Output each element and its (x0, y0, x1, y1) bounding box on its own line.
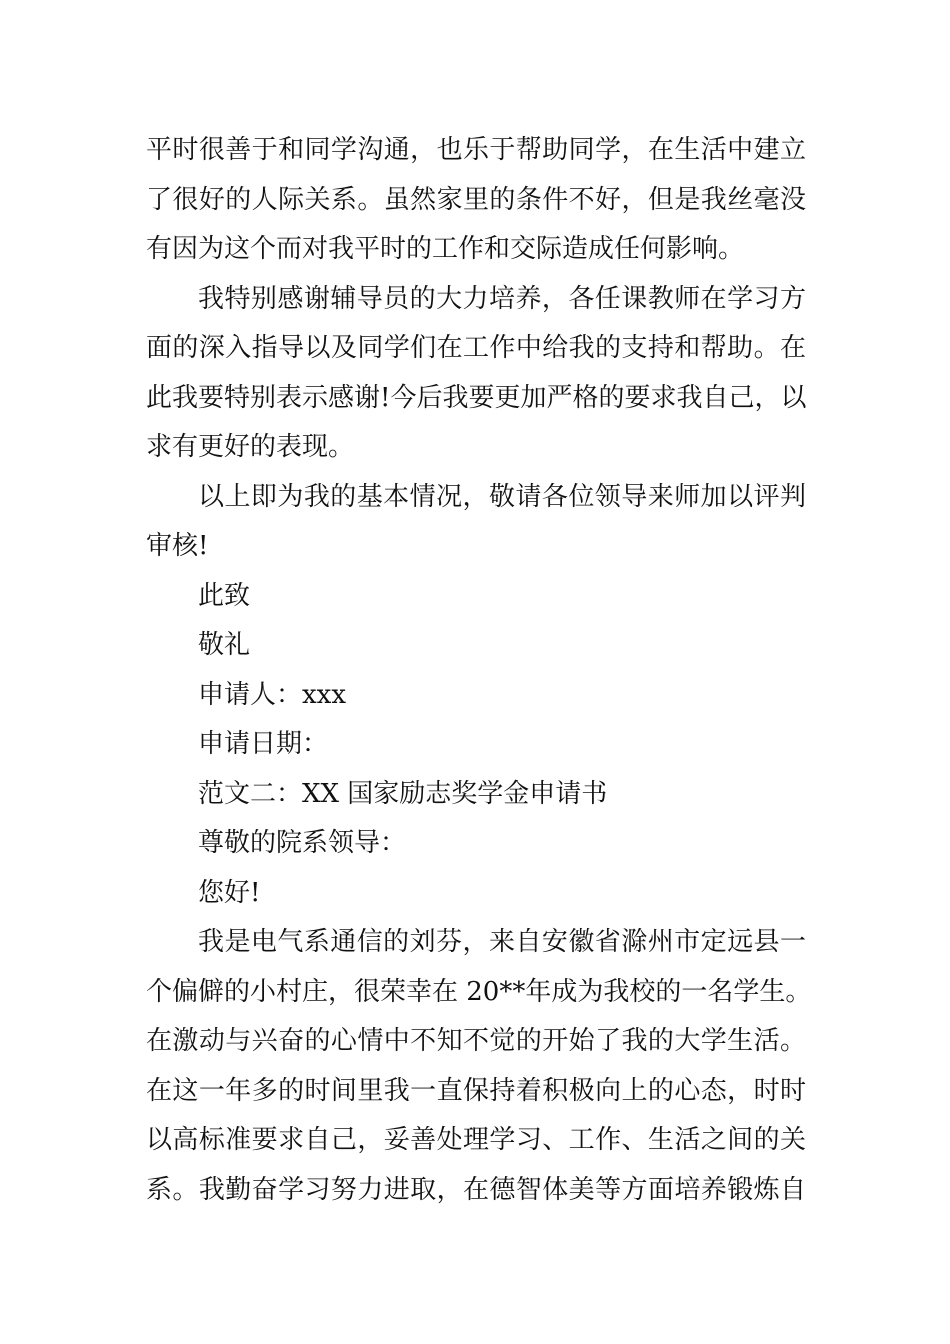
letter-greeting: 尊敬的院系领导： (198, 828, 407, 858)
closing-regards: 敬礼 (198, 630, 251, 660)
text-line: 审核! (146, 531, 209, 561)
text-line: 面的深入指导以及同学们在工作中给我的支持和帮助。在 (146, 333, 806, 363)
text-line: 有因为这个而对我平时的工作和交际造成任何影响。 (146, 234, 745, 264)
applicant-name: 申请人：xxx (198, 679, 346, 710)
document-body (146, 126, 812, 1215)
closing-salutation: 此致 (198, 580, 251, 611)
paragraph-first-line: 我特别感谢辅导员的大力培养，各任课教师在学习方 (198, 283, 806, 314)
text-line: 系。我勤奋学习努力进取，在德智体美等方面培养锻炼自 (146, 1174, 806, 1205)
text-line: 平时很善于和同学沟通，也乐于帮助同学，在生活中建立 (146, 135, 806, 165)
text-line: 了很好的人际关系。虽然家里的条件不好，但是我丝毫没 (146, 184, 806, 215)
text-line: 个偏僻的小村庄，很荣幸在 20**年成为我校的一名学生。 (146, 976, 812, 1007)
text-line: 在激动与兴奋的心情中不知不觉的开始了我的大学生活。 (146, 1026, 806, 1056)
text-line: 求有更好的表现。 (146, 432, 355, 462)
application-date: 申请日期： (198, 729, 329, 759)
paragraph-first-line: 我是电气系通信的刘芬，来自安徽省滁州市定远县一 (198, 927, 806, 957)
section-title: 范文二：XX 国家励志奖学金申请书 (198, 778, 608, 809)
paragraph-first-line: 以上即为我的基本情况，敬请各位领导来师加以评判 (198, 481, 806, 512)
letter-hello: 您好! (198, 877, 261, 908)
text-line: 以高标准要求自己，妥善处理学习、工作、生活之间的关 (146, 1125, 806, 1155)
text-line: 此我要特别表示感谢!今后我要更加严格的要求我自己，以 (146, 382, 807, 413)
text-line: 在这一年多的时间里我一直保持着积极向上的心态，时时 (146, 1075, 806, 1106)
